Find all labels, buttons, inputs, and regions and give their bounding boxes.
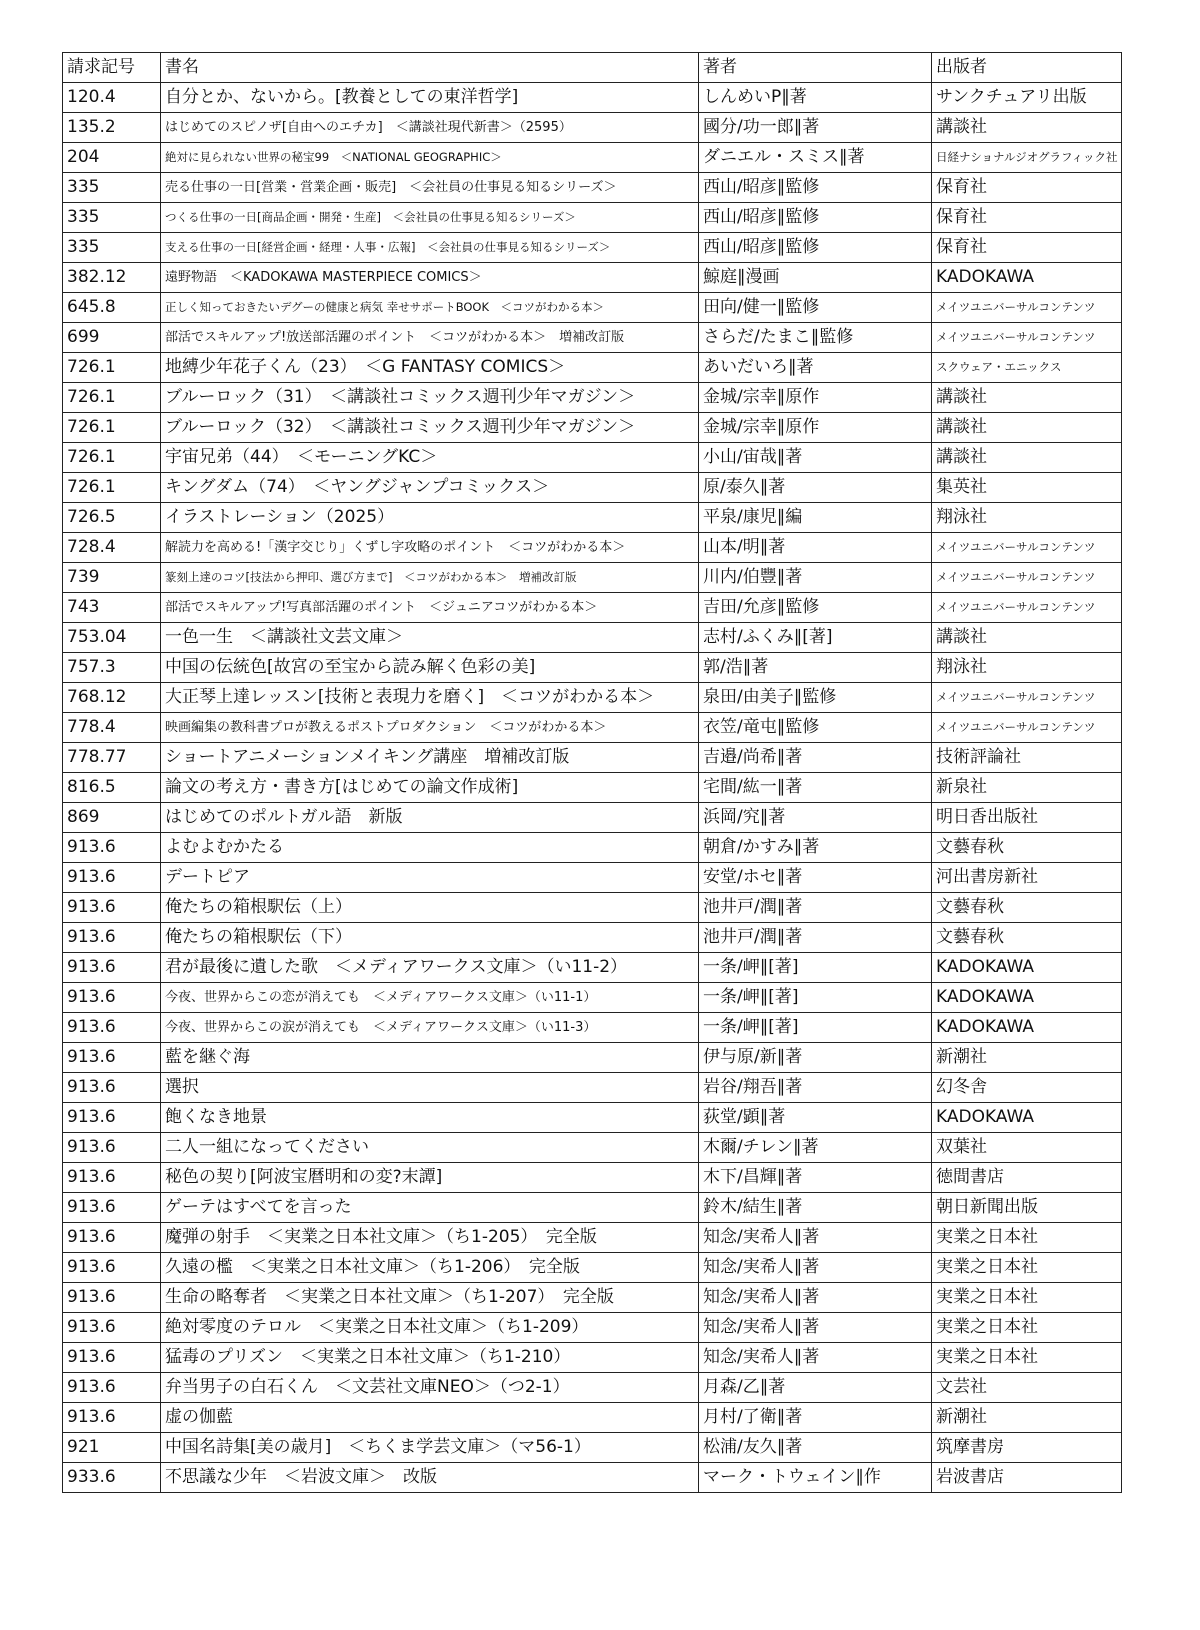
call-number-cell: 335 [63, 203, 161, 233]
call-number-cell: 913.6 [63, 1343, 161, 1373]
author-cell: 松浦/友久∥著 [699, 1433, 932, 1463]
table-row [63, 1133, 1122, 1163]
call-number-cell: 743 [63, 593, 161, 623]
author-cell: 原/泰久∥著 [699, 473, 932, 503]
call-number-cell: 913.6 [63, 1193, 161, 1223]
publisher-cell: 保育社 [932, 173, 1122, 203]
title-cell: つくる仕事の一日[商品企画・開発・生産] ＜会社員の仕事見る知るシリーズ＞ [161, 203, 699, 233]
table-row [63, 1313, 1122, 1343]
table-row [63, 683, 1122, 713]
title-cell: 論文の考え方・書き方[はじめての論文作成術] [161, 773, 699, 803]
table-row [63, 293, 1122, 323]
table-row [63, 353, 1122, 383]
table-row [63, 1013, 1122, 1043]
table-row [63, 533, 1122, 563]
publisher-cell: 文藝春秋 [932, 923, 1122, 953]
title-cell: デートピア [161, 863, 699, 893]
publisher-cell: 双葉社 [932, 1133, 1122, 1163]
author-cell: 山本/明∥著 [699, 533, 932, 563]
table-row [63, 1223, 1122, 1253]
table-row [63, 1433, 1122, 1463]
title-cell: 売る仕事の一日[営業・営業企画・販売] ＜会社員の仕事見る知るシリーズ＞ [161, 173, 699, 203]
call-number-cell: 913.6 [63, 1223, 161, 1253]
call-number-cell: 913.6 [63, 983, 161, 1013]
author-cell: 木爾/チレン∥著 [699, 1133, 932, 1163]
table-row [63, 1253, 1122, 1283]
title-cell: 絶対零度のテロル ＜実業之日本社文庫＞（ち1-209） [161, 1313, 699, 1343]
call-number-cell: 739 [63, 563, 161, 593]
author-cell: 衣笠/竜屯∥監修 [699, 713, 932, 743]
call-number-cell: 913.6 [63, 1373, 161, 1403]
author-cell: 伊与原/新∥著 [699, 1043, 932, 1073]
table-row [63, 413, 1122, 443]
publisher-cell: 保育社 [932, 203, 1122, 233]
call-number-cell: 913.6 [63, 1403, 161, 1433]
title-cell: 地縛少年花子くん（23） ＜G FANTASY COMICS＞ [161, 353, 699, 383]
title-cell: ブルーロック（31） ＜講談社コミックス週刊少年マガジン＞ [161, 383, 699, 413]
table-row [63, 833, 1122, 863]
publisher-cell: 講談社 [932, 113, 1122, 143]
title-cell: 宇宙兄弟（44） ＜モーニングKC＞ [161, 443, 699, 473]
title-cell: 正しく知っておきたいデグーの健康と病気 幸せサポートBOOK ＜コツがわかる本＞ [161, 293, 699, 323]
call-number-cell: 335 [63, 173, 161, 203]
call-number-cell: 913.6 [63, 953, 161, 983]
publisher-cell: KADOKAWA [932, 263, 1122, 293]
table-row [63, 623, 1122, 653]
publisher-cell: 河出書房新社 [932, 863, 1122, 893]
publisher-cell: 岩波書店 [932, 1463, 1122, 1493]
author-cell: 西山/昭彦∥監修 [699, 203, 932, 233]
call-number-cell: 913.6 [63, 893, 161, 923]
call-number-cell: 913.6 [63, 1043, 161, 1073]
call-number-cell: 913.6 [63, 863, 161, 893]
title-cell: はじめてのスピノザ[自由へのエチカ] ＜講談社現代新書＞（2595） [161, 113, 699, 143]
publisher-cell: メイツユニバーサルコンテンツ [932, 593, 1122, 623]
title-cell: 生命の略奪者 ＜実業之日本社文庫＞（ち1-207） 完全版 [161, 1283, 699, 1313]
table-row [63, 143, 1122, 173]
author-cell: 田向/健一∥監修 [699, 293, 932, 323]
table-row [63, 83, 1122, 113]
call-number-cell: 135.2 [63, 113, 161, 143]
publisher-cell: 講談社 [932, 413, 1122, 443]
publisher-cell: 文藝春秋 [932, 893, 1122, 923]
title-cell: 秘色の契り[阿波宝暦明和の変?末譚] [161, 1163, 699, 1193]
table-row [63, 1193, 1122, 1223]
call-number-cell: 816.5 [63, 773, 161, 803]
author-cell: 泉田/由美子∥監修 [699, 683, 932, 713]
title-cell: ショートアニメーションメイキング講座 増補改訂版 [161, 743, 699, 773]
title-cell: 支える仕事の一日[経営企画・経理・人事・広報] ＜会社員の仕事見る知るシリーズ＞ [161, 233, 699, 263]
author-cell: 吉邉/尚希∥著 [699, 743, 932, 773]
publisher-cell: メイツユニバーサルコンテンツ [932, 563, 1122, 593]
header-row [63, 53, 1122, 83]
publisher-cell: 集英社 [932, 473, 1122, 503]
call-number-cell: 726.1 [63, 443, 161, 473]
call-number-cell: 913.6 [63, 923, 161, 953]
table-row [63, 1073, 1122, 1103]
title-cell: 一色一生 ＜講談社文芸文庫＞ [161, 623, 699, 653]
author-cell: しんめいP∥著 [699, 83, 932, 113]
publisher-cell: 幻冬舎 [932, 1073, 1122, 1103]
table-row [63, 203, 1122, 233]
publisher-cell: 新泉社 [932, 773, 1122, 803]
title-cell: 弁当男子の白石くん ＜文芸社文庫NEO＞（つ2-1） [161, 1373, 699, 1403]
call-number-cell: 699 [63, 323, 161, 353]
author-cell: 知念/実希人∥著 [699, 1253, 932, 1283]
call-number-cell: 726.1 [63, 473, 161, 503]
title-cell: 部活でスキルアップ!写真部活躍のポイント ＜ジュニアコツがわかる本＞ [161, 593, 699, 623]
publisher-cell: KADOKAWA [932, 1103, 1122, 1133]
title-cell: 俺たちの箱根駅伝（下） [161, 923, 699, 953]
publisher-cell: 朝日新聞出版 [932, 1193, 1122, 1223]
publisher-cell: 日経ナショナルジオグラフィック社 [932, 143, 1122, 173]
table-row [63, 983, 1122, 1013]
table-row [63, 443, 1122, 473]
author-cell: 池井戸/潤∥著 [699, 923, 932, 953]
table-row [63, 923, 1122, 953]
author-cell: 知念/実希人∥著 [699, 1343, 932, 1373]
title-cell: 二人一組になってください [161, 1133, 699, 1163]
table-row [63, 323, 1122, 353]
author-cell: 浜岡/究∥著 [699, 803, 932, 833]
table-row [63, 893, 1122, 923]
table-row [63, 803, 1122, 833]
call-number-cell: 645.8 [63, 293, 161, 323]
publisher-cell: 実業之日本社 [932, 1343, 1122, 1373]
call-number-cell: 913.6 [63, 833, 161, 863]
publisher-cell: 筑摩書房 [932, 1433, 1122, 1463]
author-cell: 志村/ふくみ∥[著] [699, 623, 932, 653]
author-cell: あいだいろ∥著 [699, 353, 932, 383]
call-number-cell: 869 [63, 803, 161, 833]
title-cell: 中国名詩集[美の歳月] ＜ちくま学芸文庫＞（マ56-1） [161, 1433, 699, 1463]
table-row [63, 1343, 1122, 1373]
call-number-cell: 726.1 [63, 353, 161, 383]
title-cell: 大正琴上達レッスン[技術と表現力を磨く] ＜コツがわかる本＞ [161, 683, 699, 713]
publisher-cell: 翔泳社 [932, 503, 1122, 533]
table-row [63, 1463, 1122, 1493]
table-row [63, 113, 1122, 143]
publisher-cell: サンクチュアリ出版 [932, 83, 1122, 113]
title-cell: 絶対に見られない世界の秘宝99 ＜NATIONAL GEOGRAPHIC＞ [161, 143, 699, 173]
author-cell: 金城/宗幸∥原作 [699, 383, 932, 413]
table-body [63, 83, 1122, 1493]
title-cell: 今夜、世界からこの涙が消えても ＜メディアワークス文庫＞（い11-3） [161, 1013, 699, 1043]
table-row [63, 1103, 1122, 1133]
author-cell: 荻堂/顕∥著 [699, 1103, 932, 1133]
call-number-cell: 120.4 [63, 83, 161, 113]
publisher-cell: 講談社 [932, 443, 1122, 473]
author-cell: 吉田/允彦∥監修 [699, 593, 932, 623]
call-number-cell: 778.4 [63, 713, 161, 743]
title-cell: 映画編集の教科書プロが教えるポストプロダクション ＜コツがわかる本＞ [161, 713, 699, 743]
publisher-cell: KADOKAWA [932, 1013, 1122, 1043]
publisher-cell: メイツユニバーサルコンテンツ [932, 683, 1122, 713]
publisher-cell: メイツユニバーサルコンテンツ [932, 323, 1122, 353]
title-cell: 猛毒のプリズン ＜実業之日本社文庫＞（ち1-210） [161, 1343, 699, 1373]
publisher-cell: 実業之日本社 [932, 1283, 1122, 1313]
call-number-cell: 913.6 [63, 1073, 161, 1103]
publisher-cell: 技術評論社 [932, 743, 1122, 773]
call-number-cell: 913.6 [63, 1013, 161, 1043]
table-row [63, 713, 1122, 743]
table-row [63, 233, 1122, 263]
call-number-cell: 913.6 [63, 1133, 161, 1163]
title-cell: よむよむかたる [161, 833, 699, 863]
table-row [63, 473, 1122, 503]
call-number-cell: 728.4 [63, 533, 161, 563]
publisher-cell: メイツユニバーサルコンテンツ [932, 293, 1122, 323]
title-cell: 飽くなき地景 [161, 1103, 699, 1133]
call-number-cell: 757.3 [63, 653, 161, 683]
title-cell: キングダム（74） ＜ヤングジャンプコミックス＞ [161, 473, 699, 503]
author-cell: 岩谷/翔吾∥著 [699, 1073, 932, 1103]
call-number-cell: 382.12 [63, 263, 161, 293]
call-number-cell: 726.5 [63, 503, 161, 533]
author-cell: 西山/昭彦∥監修 [699, 233, 932, 263]
table-row [63, 773, 1122, 803]
title-cell: 解読力を高める!「漢字交じり」くずし字攻略のポイント ＜コツがわかる本＞ [161, 533, 699, 563]
title-cell: ゲーテはすべてを言った [161, 1193, 699, 1223]
author-cell: 朝倉/かすみ∥著 [699, 833, 932, 863]
title-cell: イラストレーション（2025） [161, 503, 699, 533]
publisher-cell: 徳間書店 [932, 1163, 1122, 1193]
table-row [63, 1403, 1122, 1433]
title-cell: はじめてのポルトガル語 新版 [161, 803, 699, 833]
author-cell: 木下/昌輝∥著 [699, 1163, 932, 1193]
title-cell: 中国の伝統色[故宮の至宝から読み解く色彩の美] [161, 653, 699, 683]
title-cell: 選択 [161, 1073, 699, 1103]
table-row [63, 1283, 1122, 1313]
title-cell: 自分とか、ないから。[教養としての東洋哲学] [161, 83, 699, 113]
call-number-cell: 204 [63, 143, 161, 173]
publisher-cell: メイツユニバーサルコンテンツ [932, 533, 1122, 563]
publisher-cell: 講談社 [932, 623, 1122, 653]
author-cell: 宅間/紘一∥著 [699, 773, 932, 803]
author-cell: 一条/岬∥[著] [699, 983, 932, 1013]
call-number-cell: 933.6 [63, 1463, 161, 1493]
publisher-cell: 明日香出版社 [932, 803, 1122, 833]
publisher-cell: 実業之日本社 [932, 1313, 1122, 1343]
publisher-cell: 新潮社 [932, 1043, 1122, 1073]
author-cell: 安堂/ホセ∥著 [699, 863, 932, 893]
publisher-cell: 翔泳社 [932, 653, 1122, 683]
author-cell: さらだ/たまこ∥監修 [699, 323, 932, 353]
title-cell: ブルーロック（32） ＜講談社コミックス週刊少年マガジン＞ [161, 413, 699, 443]
author-cell: 小山/宙哉∥著 [699, 443, 932, 473]
call-number-cell: 335 [63, 233, 161, 263]
publisher-cell: 実業之日本社 [932, 1253, 1122, 1283]
table-row [63, 563, 1122, 593]
publisher-cell: KADOKAWA [932, 953, 1122, 983]
title-cell: 俺たちの箱根駅伝（上） [161, 893, 699, 923]
title-cell: 部活でスキルアップ!放送部活躍のポイント ＜コツがわかる本＞ 増補改訂版 [161, 323, 699, 353]
author-cell: 鈴木/結生∥著 [699, 1193, 932, 1223]
call-number-cell: 913.6 [63, 1313, 161, 1343]
author-cell: 月森/乙∥著 [699, 1373, 932, 1403]
author-cell: 西山/昭彦∥監修 [699, 173, 932, 203]
author-cell: 知念/実希人∥著 [699, 1223, 932, 1253]
author-cell: 知念/実希人∥著 [699, 1283, 932, 1313]
header-author: 著者 [699, 53, 932, 83]
author-cell: 知念/実希人∥著 [699, 1313, 932, 1343]
table-row [63, 863, 1122, 893]
author-cell: 平泉/康児∥編 [699, 503, 932, 533]
header-call-number: 請求記号 [63, 53, 161, 83]
call-number-cell: 726.1 [63, 383, 161, 413]
publisher-cell: 文芸社 [932, 1373, 1122, 1403]
author-cell: 國分/功一郎∥著 [699, 113, 932, 143]
title-cell: 不思議な少年 ＜岩波文庫＞ 改版 [161, 1463, 699, 1493]
table-row [63, 743, 1122, 773]
author-cell: 鯨庭∥漫画 [699, 263, 932, 293]
author-cell: 月村/了衛∥著 [699, 1403, 932, 1433]
title-cell: 久遠の檻 ＜実業之日本社文庫＞（ち1-206） 完全版 [161, 1253, 699, 1283]
publisher-cell: 保育社 [932, 233, 1122, 263]
author-cell: 川内/伯豐∥著 [699, 563, 932, 593]
publisher-cell: 新潮社 [932, 1403, 1122, 1433]
author-cell: 池井戸/潤∥著 [699, 893, 932, 923]
title-cell: 君が最後に遺した歌 ＜メディアワークス文庫＞（い11-2） [161, 953, 699, 983]
author-cell: 一条/岬∥[著] [699, 953, 932, 983]
table-row [63, 653, 1122, 683]
title-cell: 今夜、世界からこの恋が消えても ＜メディアワークス文庫＞（い11-1） [161, 983, 699, 1013]
publisher-cell: 講談社 [932, 383, 1122, 413]
title-cell: 篆刻上達のコツ[技法から押印、選び方まで] ＜コツがわかる本＞ 増補改訂版 [161, 563, 699, 593]
call-number-cell: 753.04 [63, 623, 161, 653]
author-cell: マーク・トウェイン∥作 [699, 1463, 932, 1493]
table-row [63, 173, 1122, 203]
title-cell: 藍を継ぐ海 [161, 1043, 699, 1073]
table-row [63, 593, 1122, 623]
call-number-cell: 913.6 [63, 1103, 161, 1133]
table-row [63, 953, 1122, 983]
publisher-cell: 文藝春秋 [932, 833, 1122, 863]
call-number-cell: 921 [63, 1433, 161, 1463]
call-number-cell: 913.6 [63, 1163, 161, 1193]
call-number-cell: 768.12 [63, 683, 161, 713]
title-cell: 遠野物語 ＜KADOKAWA MASTERPIECE COMICS＞ [161, 263, 699, 293]
call-number-cell: 913.6 [63, 1283, 161, 1313]
publisher-cell: KADOKAWA [932, 983, 1122, 1013]
call-number-cell: 913.6 [63, 1253, 161, 1283]
author-cell: 郭/浩∥著 [699, 653, 932, 683]
publisher-cell: スクウェア・エニックス [932, 353, 1122, 383]
table-row [63, 1373, 1122, 1403]
book-list-table [62, 52, 1122, 1493]
publisher-cell: メイツユニバーサルコンテンツ [932, 713, 1122, 743]
title-cell: 魔弾の射手 ＜実業之日本社文庫＞（ち1-205） 完全版 [161, 1223, 699, 1253]
table-row [63, 503, 1122, 533]
table-row [63, 1163, 1122, 1193]
header-publisher: 出版者 [932, 53, 1122, 83]
table-row [63, 383, 1122, 413]
table-row [63, 1043, 1122, 1073]
table-row [63, 263, 1122, 293]
author-cell: 一条/岬∥[著] [699, 1013, 932, 1043]
call-number-cell: 778.77 [63, 743, 161, 773]
author-cell: 金城/宗幸∥原作 [699, 413, 932, 443]
call-number-cell: 726.1 [63, 413, 161, 443]
title-cell: 虚の伽藍 [161, 1403, 699, 1433]
header-title: 書名 [161, 53, 699, 83]
publisher-cell: 実業之日本社 [932, 1223, 1122, 1253]
author-cell: ダニエル・スミス∥著 [699, 143, 932, 173]
